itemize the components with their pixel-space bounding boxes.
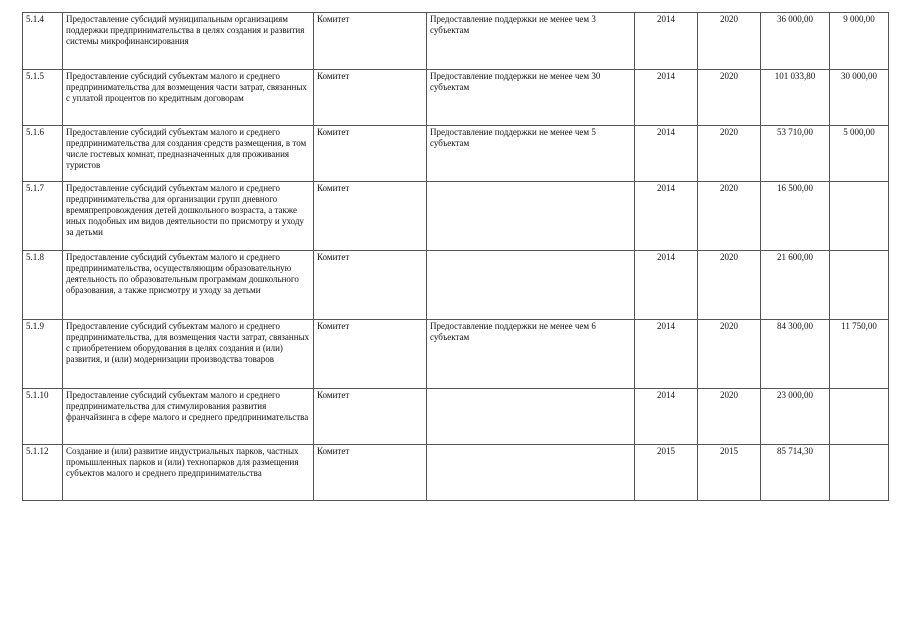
start-year: 2014 (635, 320, 698, 389)
row-number: 5.1.10 (23, 389, 63, 445)
row-number: 5.1.7 (23, 182, 63, 251)
end-year: 2020 (698, 126, 761, 182)
total-amount: 21 600,00 (761, 251, 830, 320)
total-amount: 16 500,00 (761, 182, 830, 251)
end-year: 2020 (698, 251, 761, 320)
executor: Комитет (314, 389, 427, 445)
executor: Комитет (314, 13, 427, 70)
end-year: 2020 (698, 389, 761, 445)
total-amount: 36 000,00 (761, 13, 830, 70)
secondary-amount (830, 389, 889, 445)
executor: Комитет (314, 445, 427, 501)
activity-name: Предоставление субсидий субъектам малого и среднего предпринимательства, осуществляющим образовательную деятельность по образовательным программам дошкольного образования, а также присмотру и уходу за детьми (63, 251, 314, 320)
total-amount: 23 000,00 (761, 389, 830, 445)
table-row (23, 126, 889, 182)
activity-name: Предоставление субсидий субъектам малого и среднего предпринимательства для организации групп дневного времяпрепровождения детей дошкольного возраста, а также иных подобных им видов деятельности по присмотру и уходу за детьми (63, 182, 314, 251)
start-year: 2014 (635, 251, 698, 320)
activity-name: Предоставление субсидий субъектам малого и среднего предпринимательства для создания средств размещения, в том числе гостевых комнат, предназначенных для проживания туристов (63, 126, 314, 182)
secondary-amount (830, 182, 889, 251)
secondary-amount: 30 000,00 (830, 70, 889, 126)
end-year: 2020 (698, 13, 761, 70)
secondary-amount: 5 000,00 (830, 126, 889, 182)
row-number: 5.1.4 (23, 13, 63, 70)
executor: Комитет (314, 126, 427, 182)
row-number: 5.1.5 (23, 70, 63, 126)
expected-result: Предоставление поддержки не менее чем 6 субъектам (427, 320, 635, 389)
start-year: 2014 (635, 70, 698, 126)
expected-result (427, 251, 635, 320)
executor: Комитет (314, 182, 427, 251)
expected-result: Предоставление поддержки не менее чем 3 субъектам (427, 13, 635, 70)
secondary-amount: 9 000,00 (830, 13, 889, 70)
executor: Комитет (314, 251, 427, 320)
total-amount: 85 714,30 (761, 445, 830, 501)
table-row (23, 251, 889, 320)
executor: Комитет (314, 70, 427, 126)
table-row (23, 389, 889, 445)
row-number: 5.1.12 (23, 445, 63, 501)
table-row (23, 445, 889, 501)
start-year: 2014 (635, 126, 698, 182)
table-row (23, 13, 889, 70)
secondary-amount (830, 445, 889, 501)
expected-result: Предоставление поддержки не менее чем 5 субъектам (427, 126, 635, 182)
expected-result (427, 182, 635, 251)
activity-name: Предоставление субсидий субъектам малого и среднего предпринимательства для возмещения части затрат, связанных с уплатой процентов по кредитным договорам (63, 70, 314, 126)
expected-result (427, 389, 635, 445)
start-year: 2014 (635, 182, 698, 251)
activity-name: Предоставление субсидий субъектам малого и среднего предпринимательства, для возмещения части затрат, связанных с приобретением оборудования в целях создания и (или) развития, и (или) модернизации производства товаров (63, 320, 314, 389)
end-year: 2020 (698, 182, 761, 251)
expected-result (427, 445, 635, 501)
activity-name: Предоставление субсидий муниципальным организациям поддержки предпринимательства в целях создания и развития системы микрофинансирования (63, 13, 314, 70)
total-amount: 84 300,00 (761, 320, 830, 389)
executor: Комитет (314, 320, 427, 389)
activity-name: Создание и (или) развитие индустриальных парков, частных промышленных парков и (или) технопарков для размещения субъектов малого и среднего предпринимательства (63, 445, 314, 501)
start-year: 2014 (635, 13, 698, 70)
table-row (23, 320, 889, 389)
total-amount: 53 710,00 (761, 126, 830, 182)
secondary-amount: 11 750,00 (830, 320, 889, 389)
row-number: 5.1.6 (23, 126, 63, 182)
start-year: 2015 (635, 445, 698, 501)
table-row (23, 70, 889, 126)
end-year: 2020 (698, 70, 761, 126)
end-year: 2015 (698, 445, 761, 501)
end-year: 2020 (698, 320, 761, 389)
expected-result: Предоставление поддержки не менее чем 30 субъектам (427, 70, 635, 126)
row-number: 5.1.9 (23, 320, 63, 389)
row-number: 5.1.8 (23, 251, 63, 320)
program-activities-table (22, 12, 889, 501)
activity-name: Предоставление субсидий субъектам малого и среднего предпринимательства для стимулирования развития франчайзинга в сфере малого и среднего предпринимательства (63, 389, 314, 445)
start-year: 2014 (635, 389, 698, 445)
secondary-amount (830, 251, 889, 320)
table-row (23, 182, 889, 251)
total-amount: 101 033,80 (761, 70, 830, 126)
